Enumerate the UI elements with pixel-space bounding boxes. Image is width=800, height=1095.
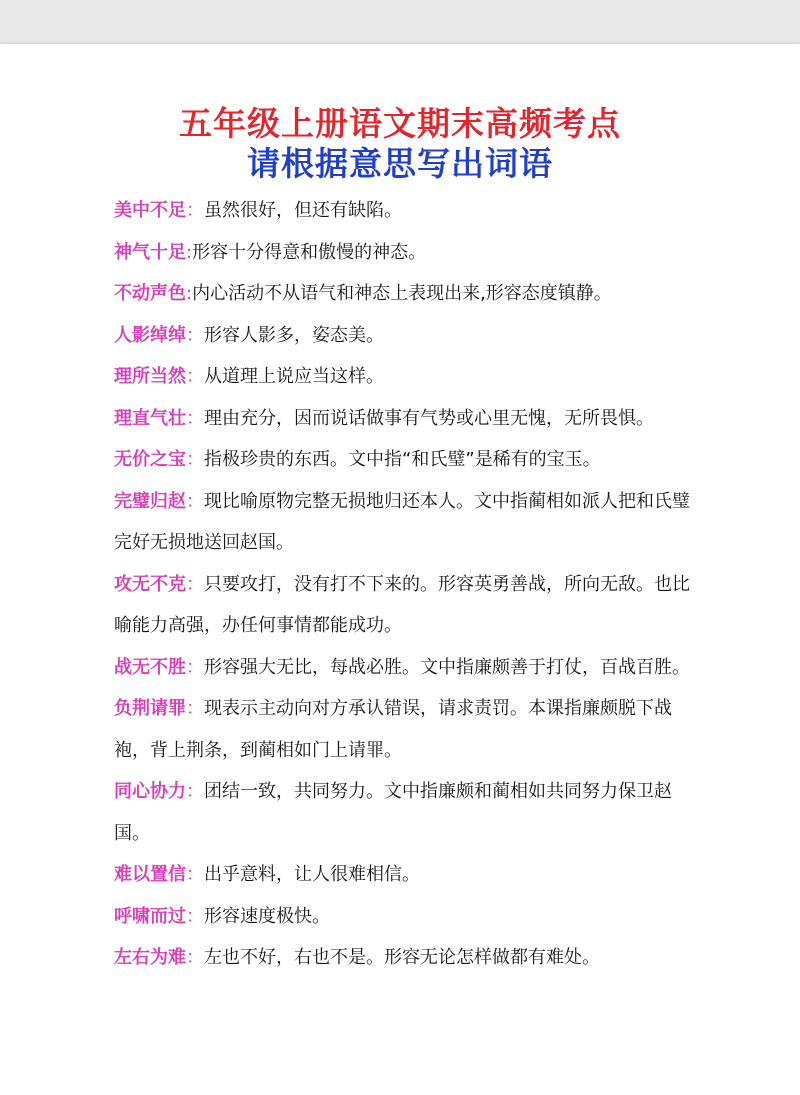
vocab-separator: ： bbox=[186, 947, 204, 968]
vocab-term: 美中不足 bbox=[114, 200, 186, 221]
vocab-definition: 虽然很好，但还有缺陷。 bbox=[204, 200, 402, 221]
vocab-term: 攻无不克 bbox=[114, 573, 186, 595]
vocab-term: 完璧归赵 bbox=[114, 490, 186, 512]
vocab-term: 理直气壮 bbox=[114, 407, 186, 429]
vocab-definition: 形容人影多，姿态美。 bbox=[204, 324, 384, 346]
vocab-separator: : bbox=[186, 241, 193, 263]
vocab-term: 负荆请罪 bbox=[114, 698, 186, 719]
vocab-term: 理所当然 bbox=[114, 366, 186, 387]
vocab-term: 人影绰绰 bbox=[114, 324, 186, 346]
vocab-definition: 形容速度极快。 bbox=[204, 905, 330, 927]
vocab-definition: 团结一致，共同努力。文中指廉颇和蔺相如共同努力保卫赵国。 bbox=[114, 781, 672, 844]
vocab-entry bbox=[114, 854, 694, 896]
vocab-separator: ： bbox=[186, 366, 204, 387]
vocab-entry bbox=[114, 688, 694, 771]
vocab-entry bbox=[114, 564, 694, 647]
vocab-definition: 现比喻原物完整无损地归还本人。文中指蔺相如派人把和氏璧完好无损地送回赵国。 bbox=[114, 490, 690, 553]
vocab-separator: ： bbox=[186, 864, 204, 885]
vocab-entry bbox=[114, 937, 694, 979]
vocab-definition: 内心活动不从语气和神态上表现出来,形容态度镇静。 bbox=[192, 283, 612, 304]
vocab-definition: 形容十分得意和傲慢的神态。 bbox=[192, 241, 427, 263]
vocab-definition: 出乎意料，让人很难相信。 bbox=[204, 864, 420, 885]
vocab-separator: : bbox=[186, 283, 193, 304]
vocab-term: 神气十足 bbox=[114, 241, 186, 263]
vocab-entry bbox=[114, 398, 694, 440]
vocab-definition: 只要攻打，没有打不下来的。形容英勇善战，所向无敌。也比喻能力高强，办任何事情都能成功。 bbox=[114, 573, 690, 636]
vocab-entry bbox=[114, 356, 694, 398]
vocab-entry bbox=[114, 896, 694, 938]
vocab-term: 同心协力 bbox=[114, 781, 186, 802]
document-subtitle: 请根据意思写出词语 bbox=[247, 144, 553, 183]
vocab-separator: ： bbox=[186, 449, 204, 470]
vocab-separator: ： bbox=[186, 698, 204, 719]
vocabulary-list bbox=[114, 190, 694, 979]
vocab-definition: 现表示主动向对方承认错误，请求责罚。本课指廉颇脱下战袍，背上荆条，到蔺相如门上请罪。 bbox=[114, 698, 672, 761]
vocab-entry bbox=[114, 273, 694, 315]
vocab-term: 难以置信 bbox=[114, 864, 186, 885]
vocab-term: 无价之宝 bbox=[114, 449, 186, 470]
vocab-separator: ： bbox=[186, 490, 204, 512]
vocab-separator: ： bbox=[186, 656, 204, 678]
vocab-separator: ： bbox=[186, 905, 204, 927]
vocab-separator: ： bbox=[186, 407, 204, 429]
vocab-separator: ： bbox=[186, 200, 204, 221]
vocab-entry bbox=[114, 481, 694, 564]
vocab-entry bbox=[114, 190, 694, 232]
vocab-entry bbox=[114, 232, 694, 274]
vocab-separator: ： bbox=[186, 781, 204, 802]
vocab-entry bbox=[114, 315, 694, 357]
vocab-separator: ： bbox=[186, 573, 204, 595]
vocab-separator: ： bbox=[186, 324, 204, 346]
document-title: 五年级上册语文期末高频考点 bbox=[179, 104, 621, 143]
vocab-term: 战无不胜 bbox=[114, 656, 186, 678]
vocab-term: 左右为难 bbox=[114, 947, 186, 968]
vocab-entry bbox=[114, 439, 694, 481]
vocab-entry bbox=[114, 647, 694, 689]
vocab-term: 不动声色 bbox=[114, 283, 186, 304]
vocab-definition: 指极珍贵的东西。文中指“和氏璧”是稀有的宝玉。 bbox=[204, 449, 601, 470]
vocab-entry bbox=[114, 771, 694, 854]
vocab-definition: 形容强大无比，每战必胜。文中指廉颇善于打仗，百战百胜。 bbox=[204, 656, 690, 678]
vocab-definition: 从道理上说应当这样。 bbox=[204, 366, 384, 387]
vocab-definition: 理由充分，因而说话做事有气势或心里无愧，无所畏惧。 bbox=[204, 407, 654, 429]
vocab-term: 呼啸而过 bbox=[114, 905, 186, 927]
vocab-definition: 左也不好，右也不是。形容无论怎样做都有难处。 bbox=[204, 947, 600, 968]
